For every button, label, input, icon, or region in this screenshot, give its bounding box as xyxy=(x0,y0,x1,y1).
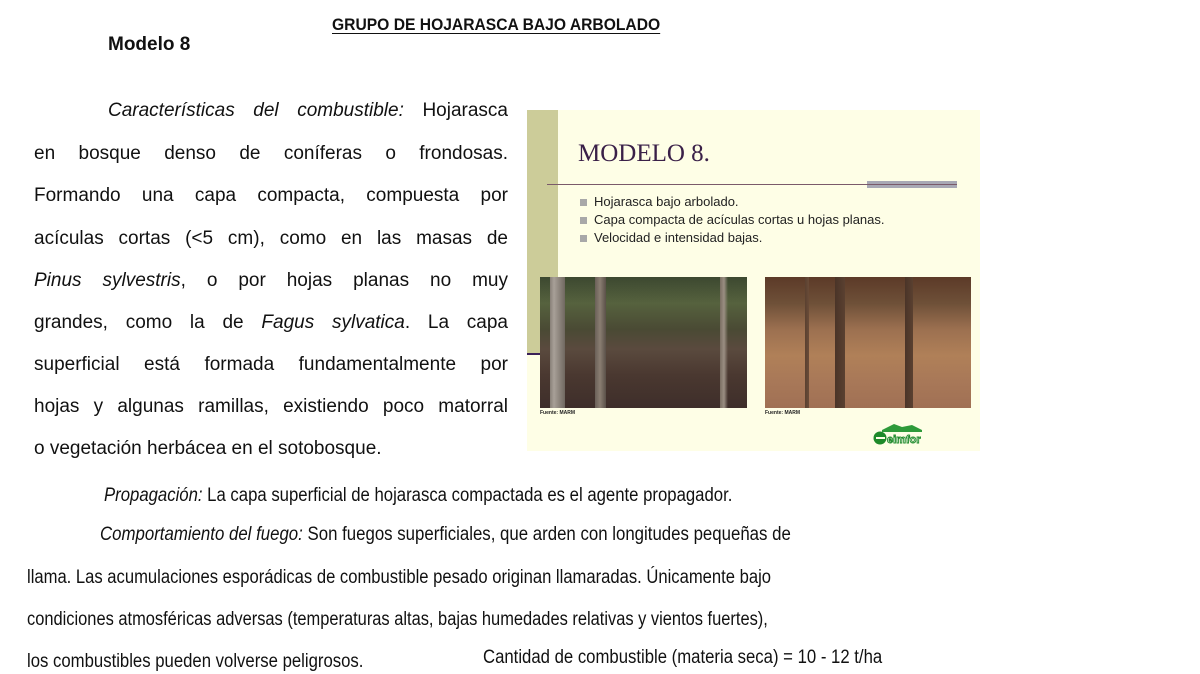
characteristics-label: Características del combustible: xyxy=(108,100,404,121)
species-name: Fagus sylvatica xyxy=(261,312,405,333)
logo-text: eimfor xyxy=(887,434,921,446)
square-bullet-icon xyxy=(580,217,587,224)
slide-title: MODELO 8. xyxy=(578,140,710,167)
fuel-quantity: Cantidad de combustible (materia seca) = 10 - 12 t/ha xyxy=(483,647,883,668)
slide-accent-line xyxy=(527,353,541,355)
forest-photo-broadleaf xyxy=(540,277,747,408)
paragraph-line: o vegetación herbácea en el sotobosque. xyxy=(34,438,382,459)
fire-behavior-line: llama. Las acumulaciones esporádicas de combustible pesado originan llamaradas. Únicamente bajo xyxy=(27,567,772,588)
model-title: Modelo 8 xyxy=(108,34,191,55)
photo-caption: Fuente: MARM xyxy=(765,410,800,416)
paragraph-line: en bosque denso de coníferas o frondosas. xyxy=(34,143,508,164)
paragraph-line: Formando una capa compacta, compuesta por xyxy=(34,185,508,206)
fire-behavior-line: Comportamiento del fuego: Son fuegos superficiales, que arden con longitudes pequeñas de xyxy=(100,524,791,545)
paragraph-line: Pinus sylvestris, o por hojas planas no muy xyxy=(34,270,509,291)
fire-behavior-label: Comportamiento del fuego: xyxy=(100,524,303,545)
paragraph-line: Características del combustible: Hojarasca xyxy=(108,100,508,121)
paragraph-line: hojas y algunas ramillas, existiendo poco matorral xyxy=(34,396,508,417)
slide-bullet: Velocidad e intensidad bajas. xyxy=(580,229,885,247)
propagation-line: Propagación: La capa superficial de hojarasca compactada es el agente propagador. xyxy=(104,485,733,506)
eimfor-logo-icon xyxy=(872,422,924,446)
square-bullet-icon xyxy=(580,235,587,242)
slide-bullet: Hojarasca bajo arbolado. xyxy=(580,193,885,211)
propagation-label: Propagación: xyxy=(104,485,203,506)
paragraph-line: grandes, como la de Fagus sylvatica. La capa xyxy=(34,312,508,333)
slide-image xyxy=(527,110,980,451)
photo-caption: Fuente: MARM xyxy=(540,410,575,416)
section-heading: GRUPO DE HOJARASCA BAJO ARBOLADO xyxy=(332,15,661,34)
fire-behavior-line: condiciones atmosféricas adversas (temperaturas altas, bajas humedades relativas y vientos fuertes), xyxy=(27,609,768,630)
slide-bullet-list xyxy=(580,193,885,247)
forest-photo-pine xyxy=(765,277,971,408)
paragraph-line: acículas cortas (<5 cm), como en las masas de xyxy=(34,228,508,249)
slide-bullet: Capa compacta de acículas cortas u hojas planas. xyxy=(580,211,885,229)
slide-divider-bar xyxy=(867,181,957,188)
species-name: Pinus sylvestris xyxy=(34,270,181,291)
fire-behavior-line: los combustibles pueden volverse peligrosos. xyxy=(27,651,364,672)
paragraph-line: superficial está formada fundamentalmente por xyxy=(34,354,508,375)
square-bullet-icon xyxy=(580,199,587,206)
